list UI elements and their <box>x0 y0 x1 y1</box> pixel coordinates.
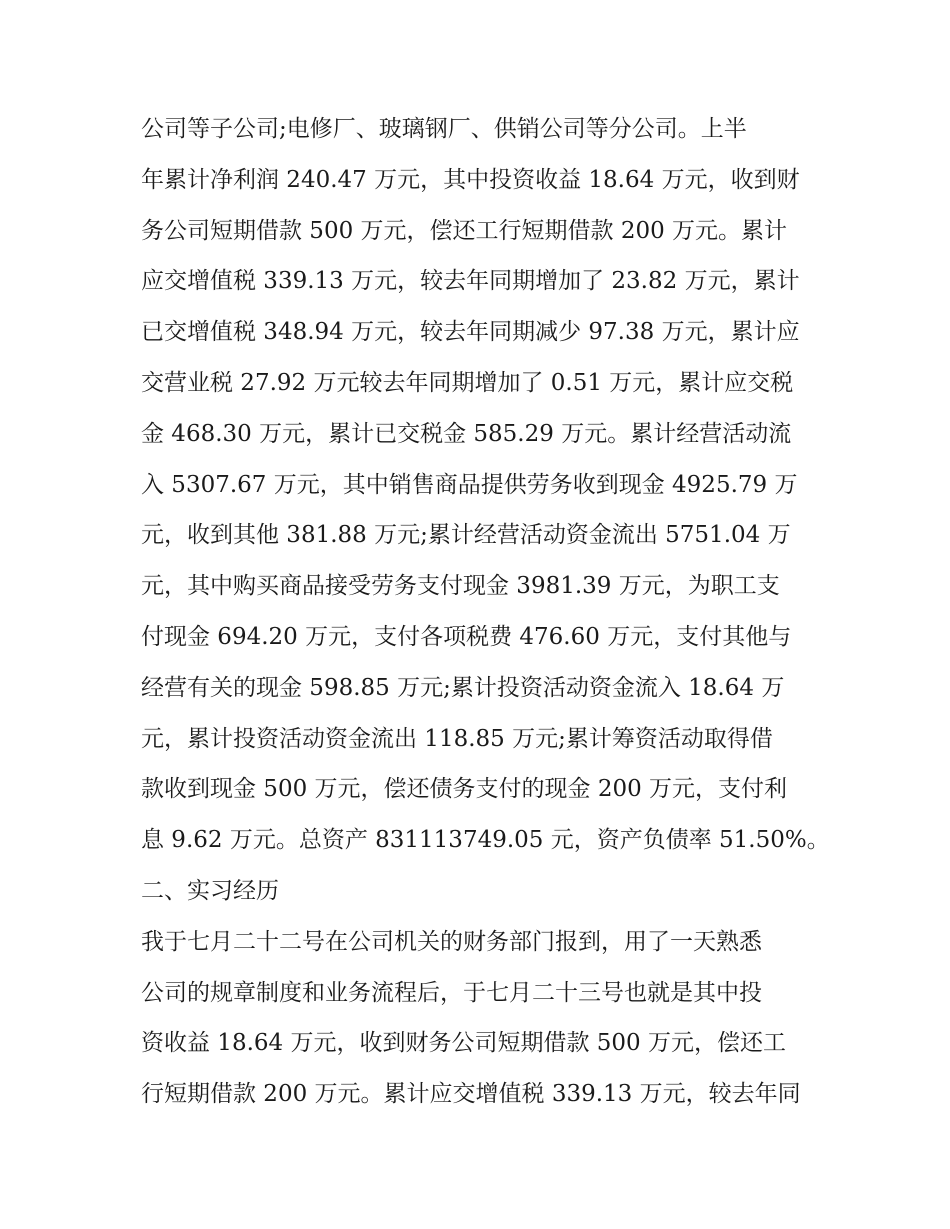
text-line: 入 5307.67 万元，其中销售商品提供劳务收到现金 4925.79 万 <box>141 471 798 498</box>
text-line: 金 468.30 万元，累计已交税金 585.29 万元。累计经营活动流 <box>141 420 792 447</box>
section-heading: 二、实习经历 <box>141 877 279 904</box>
text-line: 行短期借款 200 万元。累计应交增值税 339.13 万元，较去年同 <box>141 1081 801 1108</box>
text-line: 交营业税 27.92 万元较去年同期增加了 0.51 万元，累计应交税 <box>141 369 794 396</box>
text-line: 资收益 18.64 万元，收到财务公司短期借款 500 万元，偿还工 <box>141 1030 786 1057</box>
text-line: 息 9.62 万元。总资产 831113749.05 元，资产负债率 51.50%。 <box>141 827 830 854</box>
text-line: 经营有关的现金 598.85 万元;累计投资活动资金流入 18.64 万 <box>141 674 785 701</box>
text-line: 元，累计投资活动资金流出 118.85 万元;累计筹资活动取得借 <box>141 725 773 752</box>
text-line: 年累计净利润 240.47 万元，其中投资收益 18.64 万元，收到财 <box>141 166 800 193</box>
text-line: 应交增值税 339.13 万元，较去年同期增加了 23.82 万元，累计 <box>141 268 800 295</box>
text-line: 元，收到其他 381.88 万元;累计经营活动资金流出 5751.04 万 <box>141 522 791 549</box>
text-line: 公司的规章制度和业务流程后，于七月二十三号也就是其中投 <box>141 979 762 1006</box>
text-line: 元，其中购买商品接受劳务支付现金 3981.39 万元，为职工支 <box>141 573 780 600</box>
text-line: 付现金 694.20 万元，支付各项税费 476.60 万元，支付其他与 <box>141 623 792 650</box>
text-line: 已交增值税 348.94 万元，较去年同期减少 97.38 万元，累计应 <box>141 319 800 346</box>
text-line: 款收到现金 500 万元，偿还债务支付的现金 200 万元，支付利 <box>141 776 788 803</box>
text-line: 我于七月二十二号在公司机关的财务部门报到，用了一天熟悉 <box>141 928 762 955</box>
text-line: 公司等子公司;电修厂、玻璃钢厂、供销公司等分公司。上半 <box>141 116 747 142</box>
text-line: 务公司短期借款 500 万元，偿还工行短期借款 200 万元。累计 <box>141 217 788 244</box>
body-text <box>141 104 830 1120</box>
